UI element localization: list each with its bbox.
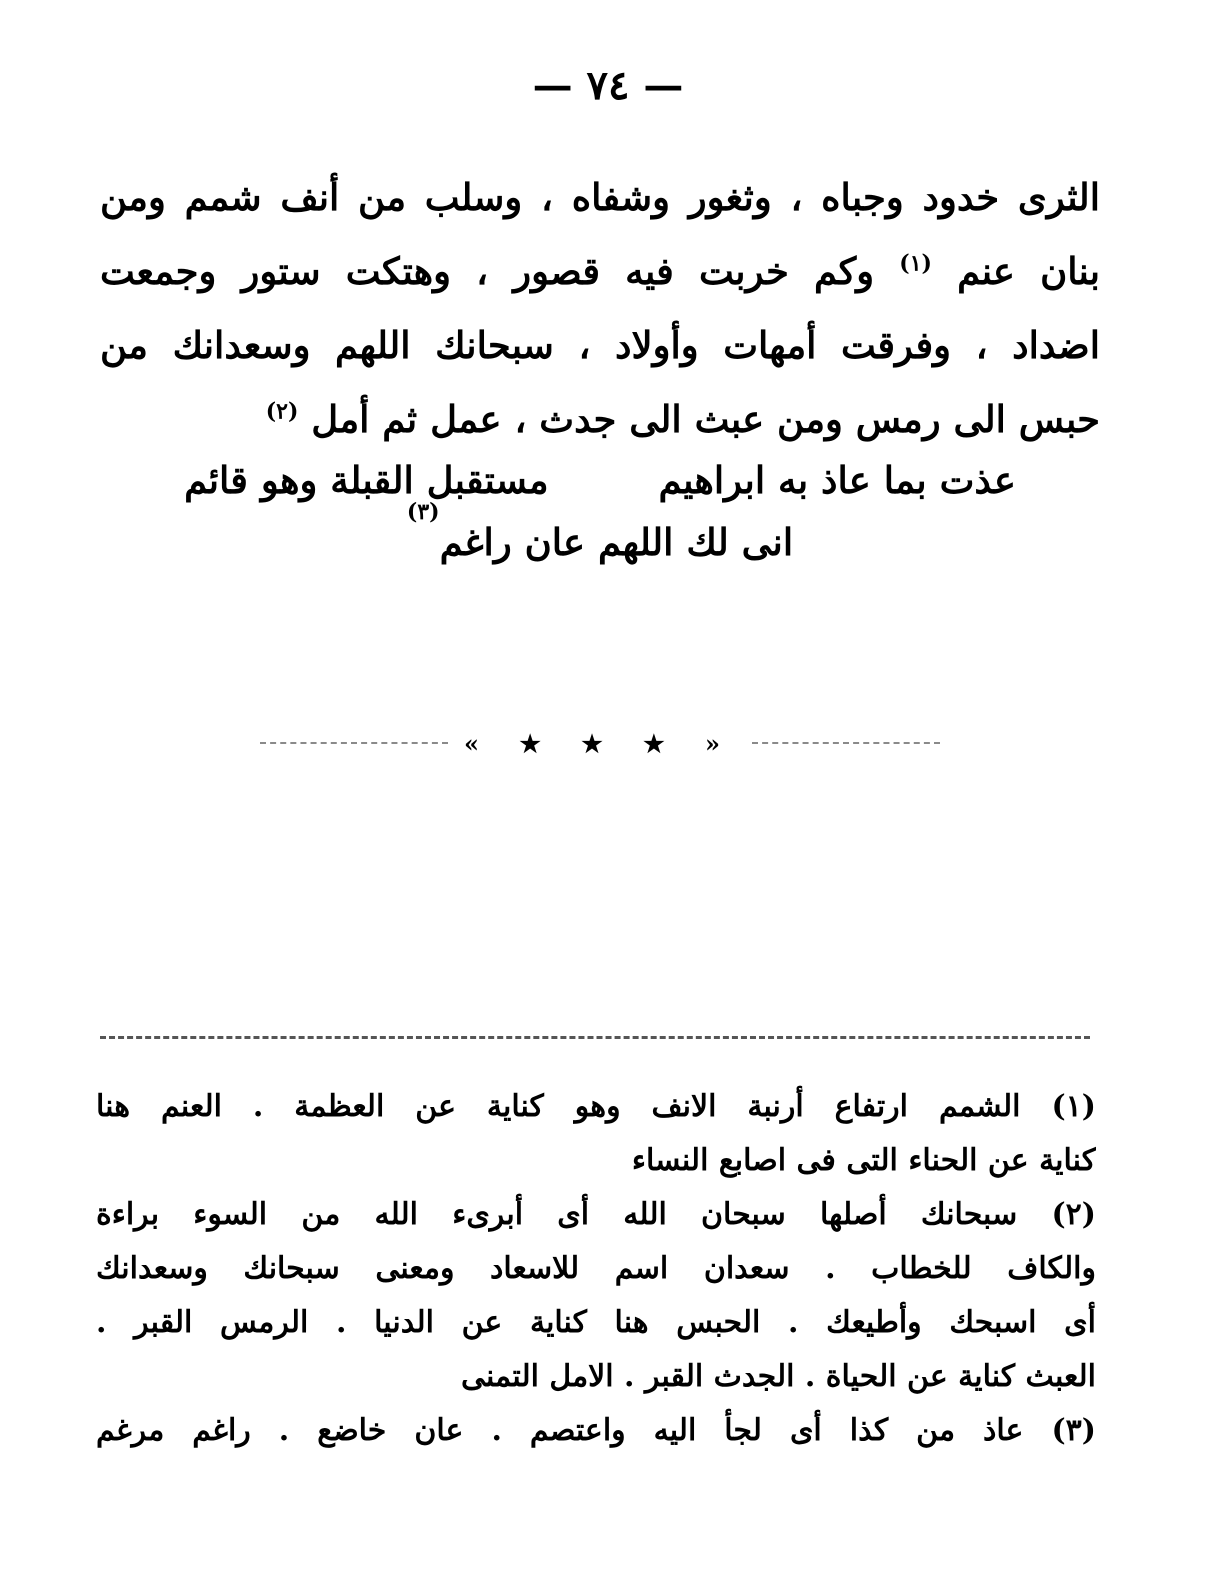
body-line-4-text: حبس الى رمس ومن عبث الى جدث ، عمل ثم أمل bbox=[311, 397, 1100, 441]
verse-hemistich-1: عذت بما عاذ به ابراهيم bbox=[658, 458, 1016, 502]
body-line-4 bbox=[100, 382, 1100, 456]
footnote-2-line-1: (٢) سبحانك أصلها سبحان الله أى أبرىء الله من السوء براءة bbox=[96, 1197, 1096, 1232]
footnote-3-line-1: (٣) عاذ من كذا أى لجأ اليه واعتصم . عان خاضع . راغم مرغم bbox=[96, 1413, 1096, 1448]
footnote-divider bbox=[100, 1036, 1090, 1039]
verse-line-2 bbox=[150, 499, 1050, 574]
body-line-2 bbox=[100, 234, 1100, 308]
footnote-2-line-2: والكاف للخطاب . سعدان اسم للاسعاد ومعنى سبحانك وسعدانك bbox=[96, 1251, 1096, 1286]
footnote-1-line-1: (١) الشمم ارتفاع أرنبة الانف وهو كناية عن العظمة . العنم هنا bbox=[96, 1089, 1096, 1124]
ornament-line-left bbox=[260, 742, 448, 744]
footnote-ref-2[interactable]: (٢) bbox=[265, 398, 299, 425]
footnote-1-line-2: كناية عن الحناء التى فى اصابع النساء bbox=[631, 1143, 1096, 1178]
footnote-ref-3[interactable]: (٣) bbox=[406, 499, 440, 525]
verse-hemistich-3: انى لك اللهم عان راغم bbox=[439, 520, 794, 564]
verse-hemistich-2: مستقبل القبلة وهو قائم bbox=[184, 458, 549, 502]
body-line-1: الثرى خدود وجباه ، وثغور وشفاه ، وسلب من أنف شمم ومن bbox=[100, 175, 1100, 219]
page-number: — ٧٤ — bbox=[532, 62, 684, 109]
body-line-2-start: بنان عنم bbox=[957, 249, 1100, 293]
body-line-2-end: وكم خربت فيه قصور ، وهتكت ستور وجمعت bbox=[100, 249, 875, 293]
footnote-ref-1[interactable]: (١) bbox=[899, 250, 932, 277]
poem-verse bbox=[150, 450, 1050, 574]
footnotes bbox=[96, 1080, 1096, 1458]
body-text bbox=[100, 160, 1100, 456]
footnote-2-line-3: أى اسبحك وأطيعك . الحبس هنا كناية عن الدنيا . الرمس القبر . bbox=[96, 1305, 1096, 1340]
ornament-stars-icon: « ★ ★ ★ » bbox=[464, 728, 736, 758]
section-ornament bbox=[260, 728, 940, 758]
verse-line-1 bbox=[150, 450, 1050, 512]
footnote-2-line-4: العبث كناية عن الحياة . الجدث القبر . الامل التمنى bbox=[461, 1359, 1096, 1394]
body-line-3: اضداد ، وفرقت أمهات وأولاد ، سبحانك اللهم وسعدانك من bbox=[100, 323, 1100, 367]
ornament-line-right bbox=[752, 742, 940, 744]
